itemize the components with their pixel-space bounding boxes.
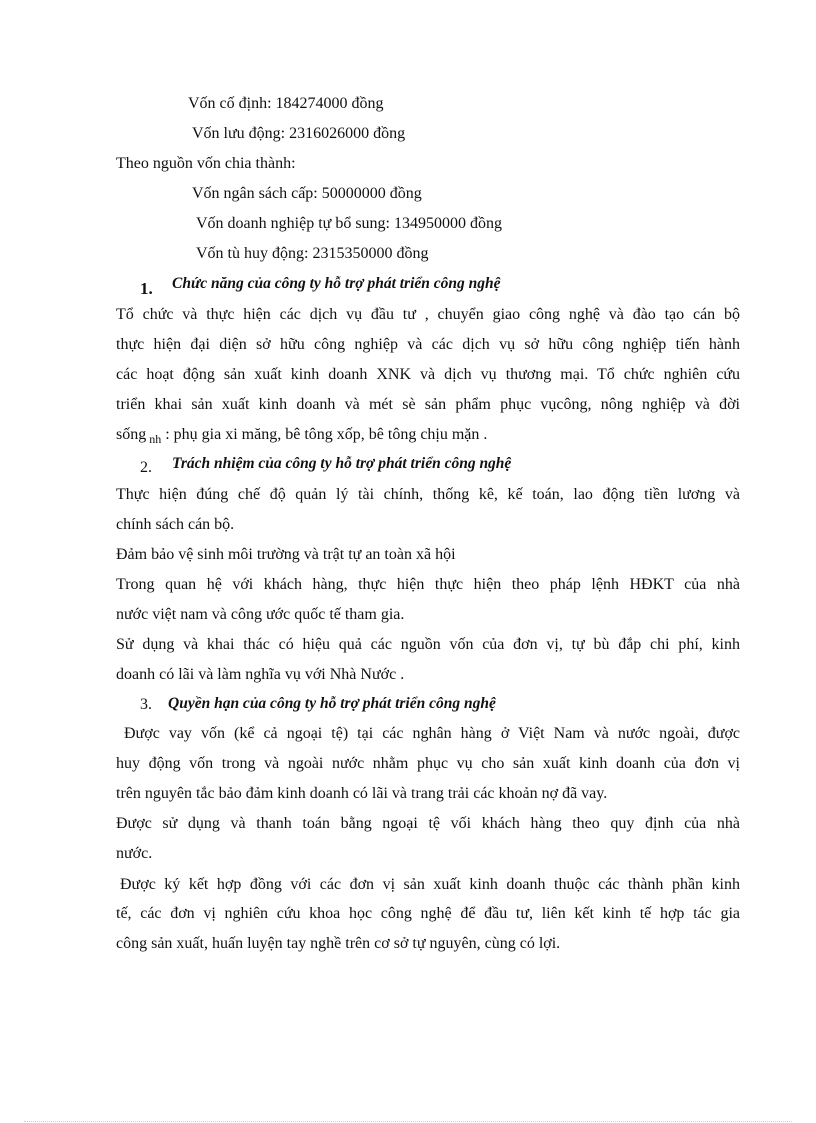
section-1-line-5	[116, 425, 487, 445]
working-capital-line: Vốn lưu động: 2316026000 đồng	[192, 125, 406, 142]
self-raised-capital-line: Vốn tù huy động: 2315350000 đồng	[196, 245, 429, 262]
page-bottom-rule	[24, 1121, 792, 1122]
section-3-number: 3.	[140, 696, 152, 713]
section-3-line-1: Được vay vốn (kể cả ngoại tệ) tại các nghân hàng ở Việt Nam và nước ngoài, được	[124, 725, 740, 742]
budget-capital-line: Vốn ngân sách cấp: 50000000 đồng	[192, 185, 422, 202]
section-3-line-3: trên nguyên tắc bảo đảm kinh doanh có lãi và trang trải các khoản nợ đã vay.	[116, 785, 608, 802]
section-3-line-6: Được ký kết hợp đồng với các đơn vị sản xuất kinh doanh thuộc các thành phần kinh	[120, 876, 740, 893]
section-3-line-4: Được sử dụng và thanh toán bằng ngoại tệ vối khách hàng theo quy định của nhà	[116, 815, 740, 832]
section-2-line-3: Đảm bảo vệ sinh môi trường và trật tự an toàn xã hội	[116, 546, 456, 563]
section-1-line-5-start: sống	[116, 426, 147, 443]
section-1-title: Chức năng của công ty hỗ trợ phát triển công nghệ	[172, 275, 501, 292]
section-1-line-4: triển khai sản xuất kinh doanh và mét sè sản phẩm phục vụcông, nông nghiệp và đời	[116, 396, 740, 413]
section-1-line-1: Tổ chức và thực hiện các dịch vụ đầu tư , chuyển giao công nghệ và đào tạo cán bộ	[116, 306, 740, 323]
section-2-line-2: chính sách cán bộ.	[116, 516, 235, 533]
section-2-line-1: Thực hiện đúng chế độ quản lý tài chính, thống kê, kế toán, lao động tiền lương và	[116, 486, 740, 503]
section-1-line-2: thực hiện đại diện sở hữu công nghiệp và các dịch vụ sở hữu công nghiệp tiến hành	[116, 336, 740, 353]
fixed-capital-line: Vốn cố định: 184274000 đồng	[188, 95, 384, 112]
section-2-line-5: nước việt nam và công ước quốc tế tham gia.	[116, 606, 405, 623]
section-3-line-7: tế, các đơn vị nghiên cứu khoa học công nghệ để đầu tư, liên kết kinh tế hợp tác gia	[116, 905, 740, 922]
section-2-number: 2.	[140, 459, 152, 476]
section-3-title: Quyền hạn của công ty hỗ trợ phát triển công nghệ	[168, 695, 496, 712]
self-supplemented-capital-line: Vốn doanh nghiệp tự bổ sung: 134950000 đồng	[196, 215, 502, 232]
section-3-line-5: nước.	[116, 845, 153, 862]
section-2-line-7: doanh có lãi và làm nghĩa vụ với Nhà Nước .	[116, 666, 405, 683]
section-3-line-8: công sản xuất, huấn luyện tay nghề trên cơ sở tự nguyên, cùng có lợi.	[116, 935, 561, 952]
section-2-line-6: Sử dụng và khai thác có hiệu quả các nguồn vốn của đơn vị, tự bù đắp chi phí, kinh	[116, 636, 740, 653]
section-1-line-3: các hoạt động sản xuất kinh doanh XNK và dịch vụ thương mại. Tổ chức nghiên cứu	[116, 366, 740, 383]
section-3-line-2: huy động vốn trong và ngoài nước nhằm phục vụ cho sản xuất kinh doanh của đơn vị	[116, 755, 740, 772]
section-2-line-4: Trong quan hệ với khách hàng, thực hiện thực hiện theo pháp lệnh HĐKT của nhà	[116, 576, 740, 593]
section-1-line-5-subscript: nh	[149, 432, 162, 446]
section-1-line-5-end: : phụ gia xi măng, bê tông xốp, bê tông chịu mặn .	[165, 426, 488, 443]
section-1-number: 1.	[140, 279, 153, 298]
capital-by-source-heading: Theo nguồn vốn chia thành:	[116, 155, 296, 172]
section-2-title: Trách nhiệm của công ty hỗ trợ phát triển công nghệ	[172, 455, 512, 472]
